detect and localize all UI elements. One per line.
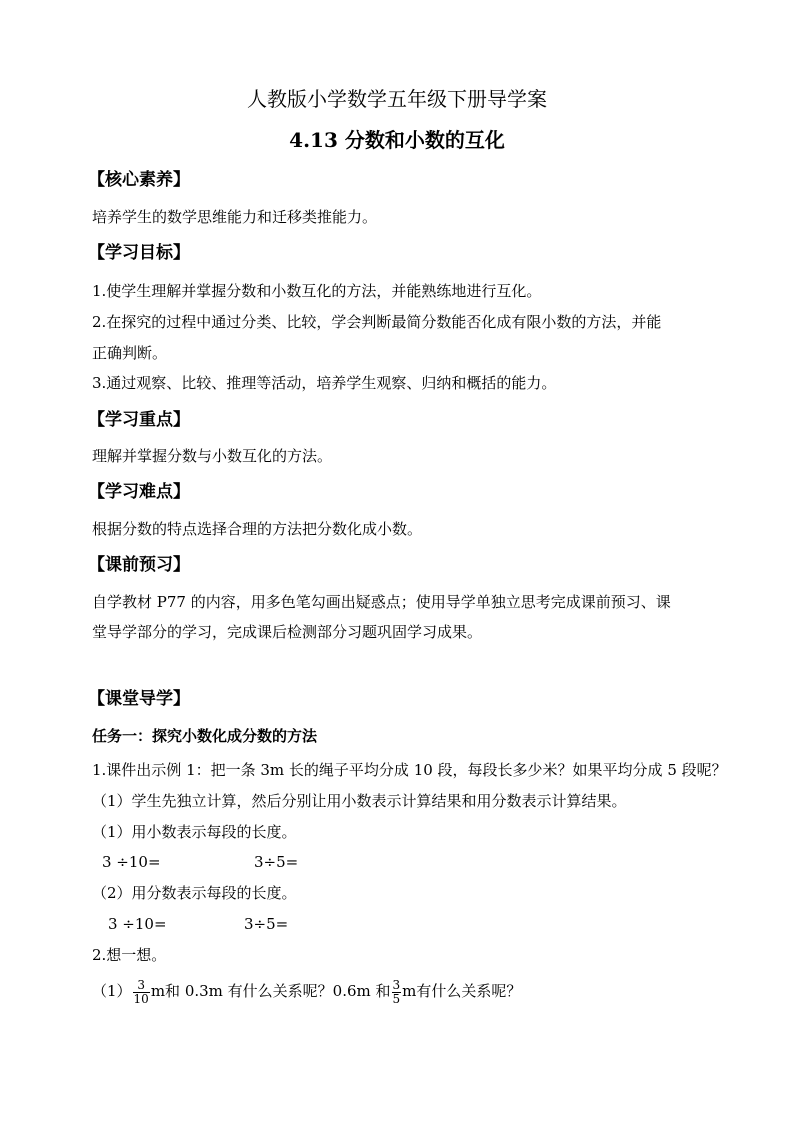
fraction-three-tenths (133, 979, 150, 1006)
question-end-text: m有什么关系呢？ (402, 982, 522, 1000)
document-title: 人教版小学数学五年级下册导学案 (247, 87, 547, 111)
fraction-three-fifths (392, 979, 402, 1006)
preview-line-2: 堂导学部分的学习，完成课后检测部分习题巩固学习成果。 (92, 623, 483, 641)
task-one-title: 任务一：探究小数化成分数的方法 (92, 727, 318, 745)
difficult-points-text: 根据分数的特点选择合理的方法把分数化成小数。 (92, 520, 423, 538)
heading-key-points: 【学习重点】 (88, 410, 190, 430)
calc-decimal-3-div-5: 3÷5= (254, 853, 299, 871)
step-decimal-length: （1）用小数表示每段的长度。 (92, 823, 297, 841)
heading-core-literacy: 【核心素养】 (88, 170, 190, 190)
question-fraction-relation (92, 976, 521, 1006)
calc-decimal-3-div-10: 3 ÷10= (102, 853, 161, 871)
heading-learning-goals: 【学习目标】 (88, 243, 190, 263)
fraction-numerator: 3 (133, 979, 150, 993)
calc-fraction-3-div-5: 3÷5= (244, 915, 289, 933)
preview-line-1: 自学教材 P77 的内容，用多色笔勾画出疑惑点；使用导学单独立思考完成课前预习、课 (92, 593, 671, 611)
step-fraction-length: （2）用分数表示每段的长度。 (92, 884, 297, 902)
step-independent-calc: （1）学生先独立计算，然后分别让用小数表示计算结果和用分数表示计算结果。 (92, 792, 627, 810)
question-middle-text: m和 0.3m 有什么关系呢？0.6m 和 (150, 982, 391, 1000)
lesson-title: 4.13 分数和小数的互化 (289, 128, 505, 152)
heading-classroom-guide: 【课堂导学】 (88, 689, 190, 709)
question-prefix: （1） (92, 982, 132, 1000)
fraction-denominator: 10 (133, 991, 149, 1006)
goal-item-3: 3.通过观察、比较、推理等活动，培养学生观察、归纳和概括的能力。 (92, 374, 557, 392)
core-literacy-text: 培养学生的数学思维能力和迁移类推能力。 (92, 208, 378, 226)
fraction-denominator: 5 (392, 991, 401, 1006)
calc-fraction-3-div-10: 3 ÷10= (108, 915, 167, 933)
goal-item-2: 2.在探究的过程中通过分类、比较，学会判断最简分数能否化成有限小数的方法，并能 (92, 313, 662, 331)
goal-item-1: 1.使学生理解并掌握分数和小数互化的方法，并能熟练地进行互化。 (92, 282, 542, 300)
heading-difficult-points: 【学习难点】 (88, 482, 190, 502)
key-points-text: 理解并掌握分数与小数互化的方法。 (92, 447, 333, 465)
goal-item-2-continued: 正确判断。 (92, 344, 168, 362)
fraction-numerator: 3 (392, 977, 401, 992)
heading-preview: 【课前预习】 (88, 555, 190, 575)
think-heading: 2.想一想。 (92, 946, 167, 964)
example-one-text: 1.课件出示例 1：把一条 3m 长的绳子平均分成 10 段，每段长多少米？如果平均分成 5 段呢？ (92, 761, 727, 779)
